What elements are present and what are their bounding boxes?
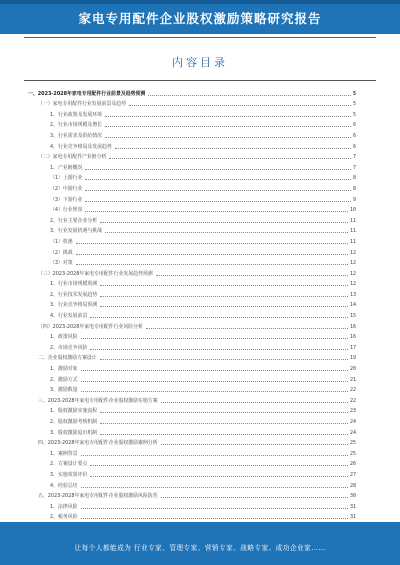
toc-page-number: 6 (352, 132, 356, 139)
toc-entry-text: 四、2023-2028年家电专用配件企业股权激励案例分析 (38, 440, 158, 447)
toc-entry[interactable] (28, 150, 356, 161)
toc-leader-dots (81, 518, 348, 519)
toc-page-number: 22 (349, 397, 356, 404)
toc-leader-dots (81, 381, 348, 382)
toc-entry-text: （3）下游行业 (50, 196, 83, 203)
toc-entry[interactable] (28, 266, 356, 277)
toc-entry-text: 4、经验总结 (50, 482, 78, 489)
toc-entry[interactable] (28, 404, 356, 415)
toc-entry[interactable] (28, 457, 356, 468)
toc-leader-dots (85, 190, 351, 191)
toc-entry[interactable] (28, 171, 356, 182)
toc-entry[interactable] (28, 393, 356, 404)
footer-slogan: 让每个人都能成为 行业专家、管理专家、营销专家、战略专家、成功企业家…… (74, 544, 326, 552)
header-accent-band (0, 0, 400, 4)
toc-leader-dots (85, 179, 351, 180)
toc-page-number: 23 (349, 408, 356, 415)
toc-leader-dots (161, 444, 348, 445)
toc-title: 内容目录 (172, 56, 228, 69)
toc-page-number: 27 (349, 471, 356, 478)
toc-entry-text: 3、行业竞争格局预测 (50, 302, 98, 309)
toc-entry-text: 1、产业链概况 (50, 164, 83, 171)
toc-leader-dots (81, 508, 348, 509)
toc-entry[interactable] (28, 340, 356, 351)
toc-page-number: 5 (352, 101, 356, 108)
toc-entry-text: 一、2023-2028年家电专用配件行业前景及趋势预测 (28, 90, 146, 97)
toc-page-number: 26 (349, 461, 356, 468)
toc-leader-dots (161, 402, 348, 403)
toc-entry-text: （四）2023-2028年家电专用配件行业风险分析 (38, 323, 143, 330)
toc-leader-dots (129, 105, 351, 106)
toc-entry[interactable] (28, 319, 356, 330)
toc-entry[interactable] (28, 446, 356, 457)
toc-leader-dots (100, 222, 348, 223)
toc-entry-text: （1）机遇 (50, 238, 73, 245)
toc-entry-text: 3、股权激励退出机制 (50, 429, 98, 436)
toc-entry-text: 2、行业主要企业分析 (50, 217, 98, 224)
toc-entry-text: 2、市场竞争风险 (50, 344, 88, 351)
toc-leader-dots (81, 370, 348, 371)
toc-page-number: 16 (349, 323, 356, 330)
toc-page-number: 6 (352, 143, 356, 150)
toc-page-number: 13 (349, 291, 356, 298)
toc-entry[interactable] (28, 234, 356, 245)
toc-entry-text: 4、行业竞争格局及发展趋势 (50, 143, 112, 150)
toc-entry[interactable] (28, 287, 356, 298)
header-bar (0, 0, 400, 34)
toc-leader-dots (100, 412, 348, 413)
toc-entry-text: 2、行业市场规模及增长 (50, 122, 103, 129)
toc-leader-dots (100, 434, 348, 435)
toc-leader-dots (90, 476, 348, 477)
toc-page-number: 8 (352, 175, 356, 182)
toc-leader-dots (76, 243, 348, 244)
toc-entry[interactable] (28, 107, 356, 118)
toc-leader-dots (81, 455, 348, 456)
toc-page-number: 7 (352, 164, 356, 171)
toc-page-number: 25 (349, 440, 356, 447)
toc-leader-dots (100, 423, 348, 424)
toc-page-number: 21 (349, 376, 356, 383)
toc-page-number: 24 (349, 429, 356, 436)
toc-leader-dots (76, 264, 348, 265)
toc-entry[interactable] (28, 436, 356, 447)
toc-entry[interactable] (28, 361, 356, 372)
toc-entry-text: （4）行业壁垒 (50, 207, 83, 214)
toc-leader-dots (161, 497, 348, 498)
toc-page-number: 12 (349, 260, 356, 267)
toc-entry[interactable] (28, 478, 356, 489)
toc-entry-text: 2、行业技术发展趋势 (50, 291, 98, 298)
toc-entry[interactable] (28, 298, 356, 309)
toc-page-number: 12 (349, 281, 356, 288)
toc-entry-text: 1、行业政策及发展环境 (50, 111, 103, 118)
toc-leader-dots (146, 328, 348, 329)
toc-entry[interactable] (28, 414, 356, 425)
toc-leader-dots (100, 296, 348, 297)
toc-page-number: 9 (352, 196, 356, 203)
toc-entry[interactable] (28, 245, 356, 256)
toc-page-number: 12 (349, 249, 356, 256)
toc-page-number: 20 (349, 366, 356, 373)
toc-leader-dots (115, 148, 351, 149)
toc-entry[interactable] (28, 499, 356, 510)
toc-leader-dots (90, 465, 348, 466)
toc-page-number: 24 (349, 419, 356, 425)
toc-entry[interactable] (28, 330, 356, 341)
toc-page-number: 17 (349, 344, 356, 351)
toc-entry-text: （1）上游行业 (50, 175, 83, 182)
toc-entry-text: （2）挑战 (50, 249, 73, 256)
toc-page-number: 7 (352, 154, 356, 161)
toc-entry-text: 三、2023-2028年家电专用配件企业股权激励实施方案 (38, 397, 158, 404)
toc-page-number: 14 (349, 302, 356, 309)
toc-page-number: 11 (349, 238, 356, 245)
toc-entry[interactable] (28, 308, 356, 319)
toc-page-number: 10 (349, 207, 356, 214)
toc-entry[interactable] (28, 192, 356, 203)
toc-leader-dots (90, 349, 348, 350)
toc-entry-text: 2、税务风险 (50, 514, 78, 521)
toc-leader-dots (76, 254, 348, 255)
toc-entry-text: 2、激励方式 (50, 376, 78, 383)
toc-entry[interactable] (28, 383, 356, 394)
toc-entry[interactable] (28, 489, 356, 500)
toc-leader-dots (81, 487, 348, 488)
toc-entry-text: 1、股权激励实施流程 (50, 408, 98, 415)
toc-leader-dots (100, 285, 348, 286)
toc-leader-dots (85, 211, 348, 212)
toc-entry-text: 二、企业股权激励方案设计 (38, 355, 97, 362)
toc-page-number: 16 (349, 334, 356, 341)
toc-entry-text: 3、行业发展机遇与挑战 (50, 228, 103, 235)
toc-entry[interactable] (28, 118, 356, 129)
toc-leader-dots (85, 201, 351, 202)
toc-entry[interactable] (28, 181, 356, 192)
toc-entry[interactable] (28, 277, 356, 288)
toc-entry[interactable] (28, 160, 356, 171)
toc-entry-text: 五、2023-2028年家电专用配件企业股权激励风险防范 (38, 493, 158, 500)
toc-entry[interactable] (28, 86, 356, 97)
report-title: 家电专用配件企业股权激励策略研究报告 (78, 11, 322, 26)
toc-page-number: 6 (352, 122, 356, 129)
toc-entry-text: 3、激励数量 (50, 387, 78, 394)
toc-page-number: 30 (349, 493, 356, 500)
toc-entry-text: （一）家电专用配件行业发展前景及趋势 (38, 101, 127, 108)
toc-entry[interactable] (28, 97, 356, 108)
toc-page-number: 28 (349, 482, 356, 489)
toc-leader-dots (100, 306, 348, 307)
toc-page-number: 19 (349, 355, 356, 362)
toc-entry-text: 1、政策风险 (50, 334, 78, 341)
toc-leader-dots (105, 116, 351, 117)
toc-entry[interactable] (28, 351, 356, 362)
toc-page-number: 11 (349, 217, 356, 224)
toc-entry[interactable] (28, 372, 356, 383)
toc-page-number: 15 (349, 313, 356, 320)
toc-entry-text: 1、激励对象 (50, 366, 78, 373)
toc-leader-dots (105, 232, 348, 233)
toc-entry-text: 1、行业市场规模预测 (50, 281, 98, 288)
toc-leader-dots (81, 338, 348, 339)
toc-entry-text: （三）2023-2028年家电专用配件行业发展趋势预测 (38, 270, 153, 277)
toc-leader-dots (90, 317, 348, 318)
toc-leader-dots (105, 126, 351, 127)
toc-entry[interactable] (28, 203, 356, 214)
toc-leader-dots (156, 275, 348, 276)
toc-entry-text: 2、股权激励考核机制 (50, 419, 98, 425)
toc-leader-dots (85, 169, 351, 170)
toc-entry[interactable] (28, 510, 356, 521)
header-divider (24, 37, 376, 38)
toc-entry-text: （3）对策 (50, 260, 73, 267)
toc-entry[interactable] (28, 256, 356, 267)
toc-page-number: 25 (349, 450, 356, 457)
table-of-contents (28, 86, 356, 531)
toc-entry[interactable] (28, 213, 356, 224)
toc-page-number: 5 (352, 111, 356, 118)
toc-page-number: 8 (352, 185, 356, 192)
toc-entry-text: 3、实施效果评价 (50, 471, 88, 478)
toc-entry-text: 2、方案设计要点 (50, 461, 88, 468)
toc-entry[interactable] (28, 224, 356, 235)
toc-page-number: 31 (349, 503, 356, 510)
toc-entry-text: 1、法律风险 (50, 503, 78, 510)
toc-entry-text: （2）中游行业 (50, 185, 83, 192)
toc-entry[interactable] (28, 425, 356, 436)
footer-bar (0, 522, 400, 565)
toc-page-number: 22 (349, 387, 356, 394)
toc-entry-text: 1、案例背景 (50, 450, 78, 457)
toc-leader-dots (105, 137, 351, 138)
toc-entry-text: 4、行业发展前景 (50, 313, 88, 320)
toc-page-number: 11 (349, 228, 356, 235)
toc-entry-text: （二）家电专用配件产业链分析 (38, 154, 107, 161)
toc-entry[interactable] (28, 139, 356, 150)
toc-leader-dots (109, 158, 351, 159)
toc-page-number: 12 (349, 270, 356, 277)
toc-entry[interactable] (28, 467, 356, 478)
toc-entry[interactable] (28, 128, 356, 139)
toc-page-number: 31 (349, 514, 356, 521)
toc-leader-dots (100, 359, 348, 360)
toc-page-number: 5 (352, 90, 356, 97)
toc-entry-text: 3、行业需求及供给情况 (50, 132, 103, 139)
toc-leader-dots (148, 95, 351, 96)
toc-leader-dots (81, 391, 348, 392)
toc-divider (24, 80, 376, 81)
